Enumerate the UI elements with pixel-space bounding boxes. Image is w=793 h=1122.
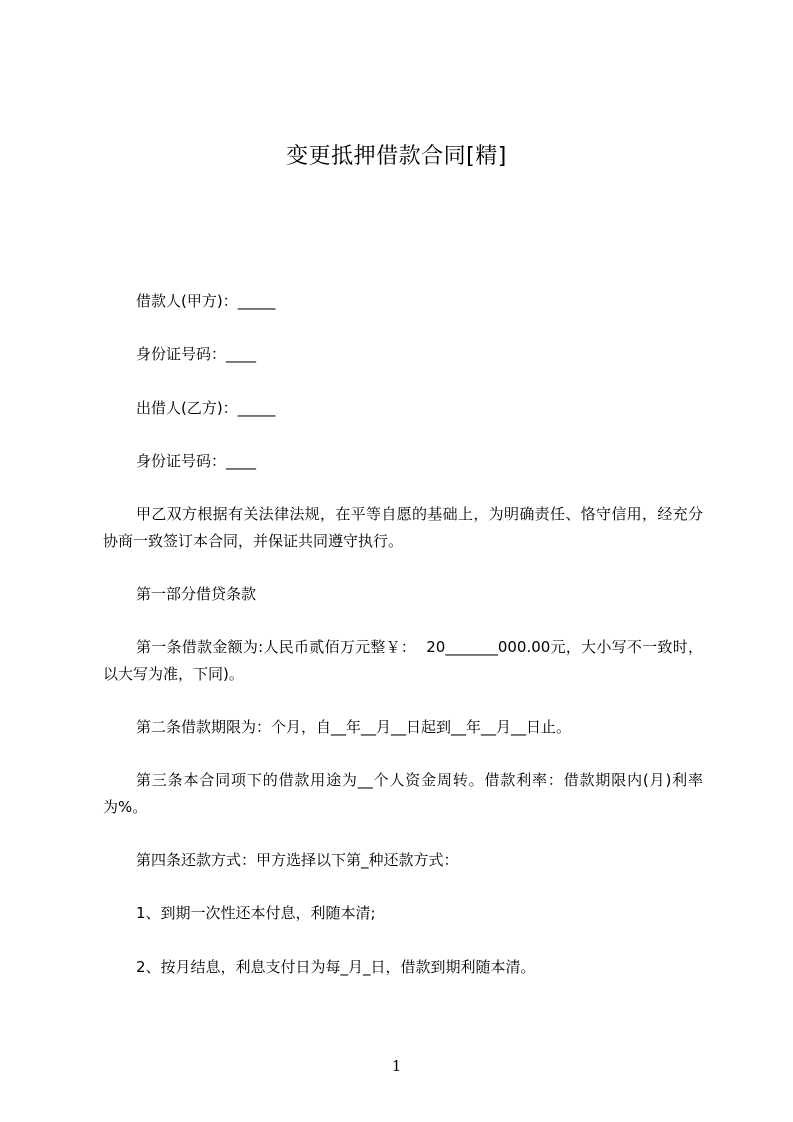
article-4: 第四条还款方式：甲方选择以下第_种还款方式： (136, 851, 459, 869)
borrower-field: 借款人(甲方)：_____ (136, 292, 276, 310)
article-1: 第一条借款金额为:人民币贰佰万元整￥： 20_______000.00元，大小写不一致时，以大写为准，下同)。 (103, 638, 703, 683)
borrower-id-field: 身份证号码：____ (136, 345, 257, 363)
lender-id-field: 身份证号码：____ (136, 452, 257, 470)
section-heading: 第一部分借贷条款 (136, 585, 257, 603)
lender-field: 出借人(乙方)：_____ (136, 399, 276, 417)
document-title: 变更抵押借款合同[精] (286, 144, 507, 169)
article-2: 第二条借款期限为：个月，自__年__月__日起到__年__月__日止。 (136, 718, 572, 736)
repayment-option-1: 1、到期一次性还本付息，利随本清; (136, 904, 376, 922)
page-number: 1 (391, 1057, 402, 1075)
article-3: 第三条本合同项下的借款用途为__个人资金周转。借款利率：借款期限内(月)利率为%。 (103, 771, 703, 816)
intro-paragraph: 甲乙双方根据有关法律法规，在平等自愿的基础上，为明确责任、恪守信用，经充分协商一致签订本合同，并保证共同遵守执行。 (103, 505, 703, 550)
repayment-option-2: 2、按月结息，利息支付日为每_月_日，借款到期利随本清。 (136, 958, 536, 976)
